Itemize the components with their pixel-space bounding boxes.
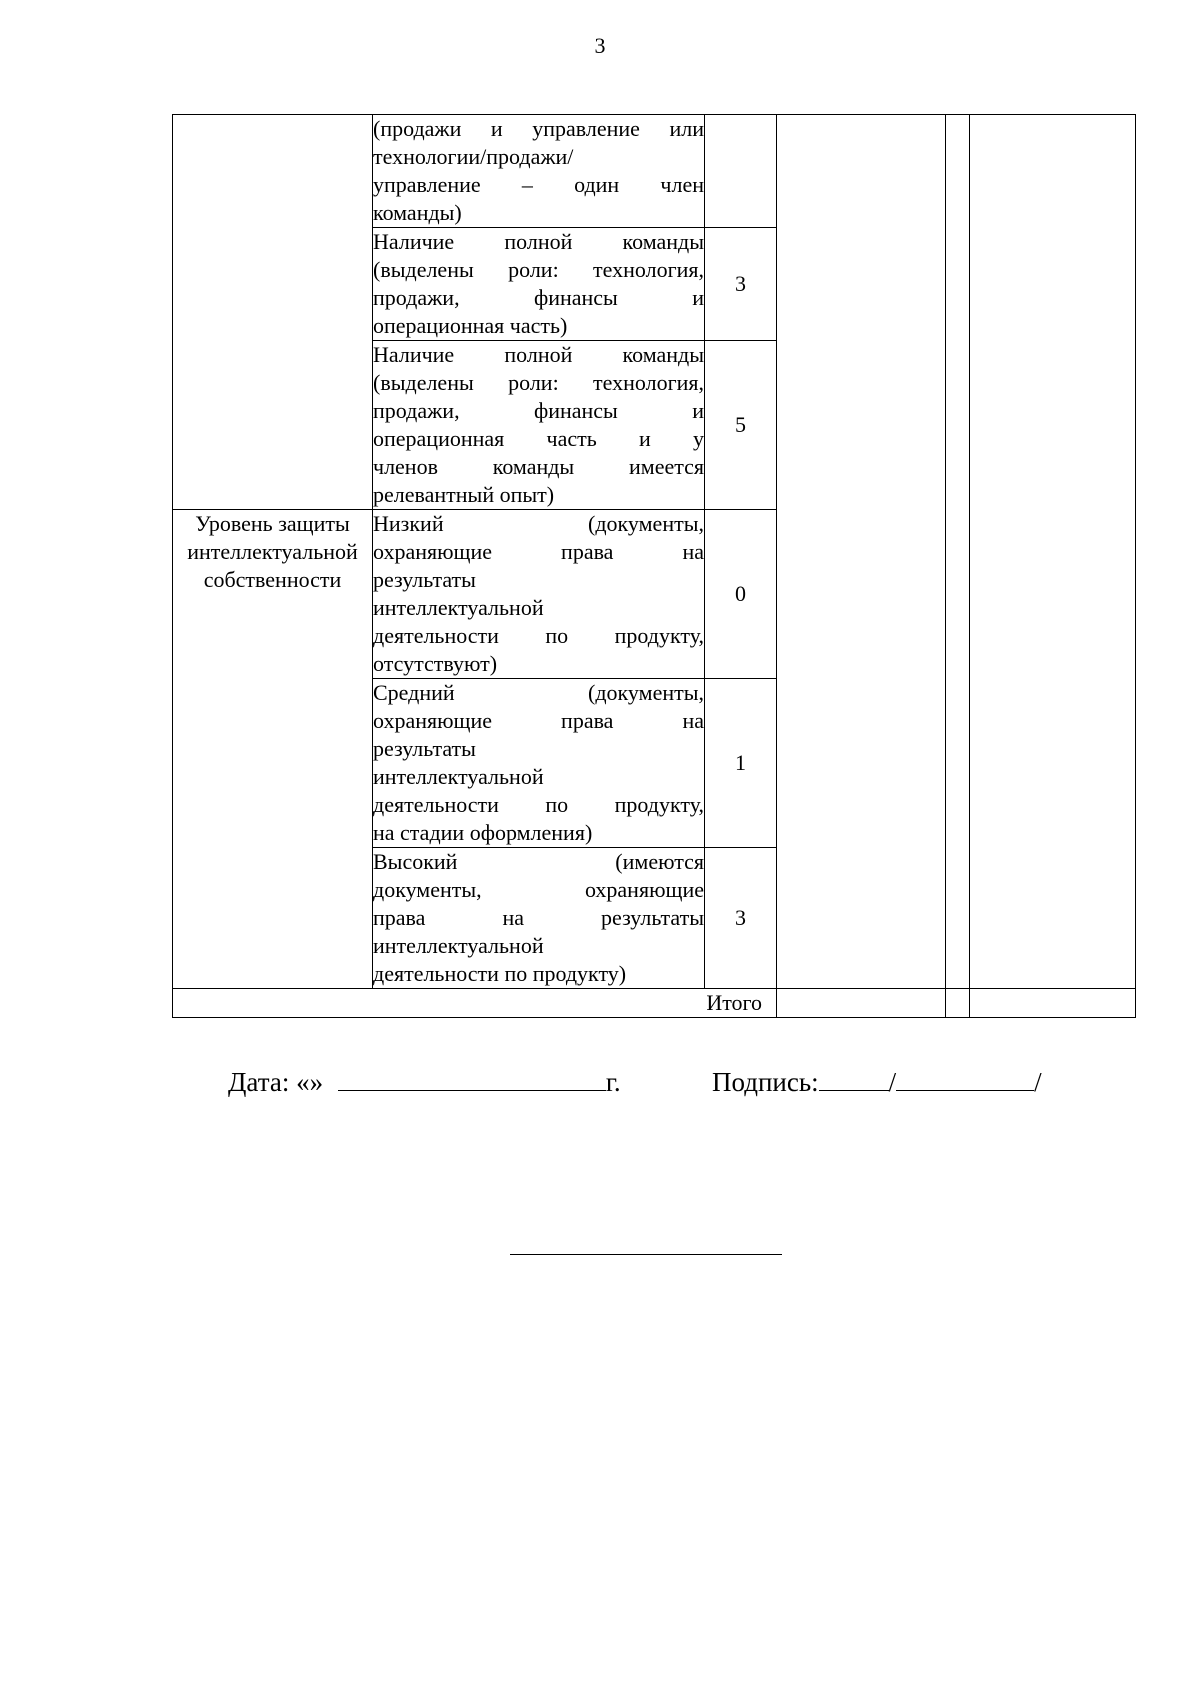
option-score: 3 [705,228,777,341]
year-suffix: г. [605,1067,621,1097]
option-description: Высокий (имеются документы, охраняющие права на результаты интеллектуальной деятельности по продукту) [373,848,705,989]
comment-column-empty [970,115,1136,989]
date-blank[interactable] [338,1064,606,1091]
narrow-column-empty [946,115,970,989]
option-score: 3 [705,848,777,989]
option-description: (продажи и управление или технологии/продажи/ управление – один член команды) [373,115,705,228]
option-description: Средний (документы, охраняющие права на результаты интеллектуальной деятельности по продукту, на стадии оформления) [373,679,705,848]
signature-slash-end: / [1034,1067,1042,1097]
name-blank[interactable] [896,1064,1034,1091]
total-narrow-empty [946,989,970,1018]
option-score: 1 [705,679,777,848]
page-number: 3 [594,33,606,58]
table-row [173,115,1136,228]
date-field [228,1064,621,1098]
criterion-ip-protection: Уровень защиты интеллектуальной собственности [173,510,373,989]
evaluation-table [172,114,1136,1018]
criterion-cell-team [173,115,373,510]
footer-rule [510,1254,782,1255]
total-score-empty [777,989,946,1018]
option-description: Наличие полной команды (выделены роли: технология, продажи, финансы и операционная часть и у членов команды имеется релевантный опыт) [373,341,705,510]
option-score: 0 [705,510,777,679]
total-label: Итого [173,989,777,1018]
table-row-total [173,989,1136,1018]
signature-field [712,1064,1042,1098]
date-label: Дата: «» [228,1067,324,1097]
total-comment-empty [970,989,1136,1018]
option-score: 5 [705,341,777,510]
option-score [705,115,777,228]
signature-label: Подпись: [712,1067,819,1097]
signature-slash: / [888,1067,897,1097]
option-description: Низкий (документы, охраняющие права на результаты интеллектуальной деятельности по продукту, отсутствуют) [373,510,705,679]
signature-blank[interactable] [819,1064,889,1091]
score-column-empty [777,115,946,989]
option-description: Наличие полной команды (выделены роли: технология, продажи, финансы и операционная часть) [373,228,705,341]
